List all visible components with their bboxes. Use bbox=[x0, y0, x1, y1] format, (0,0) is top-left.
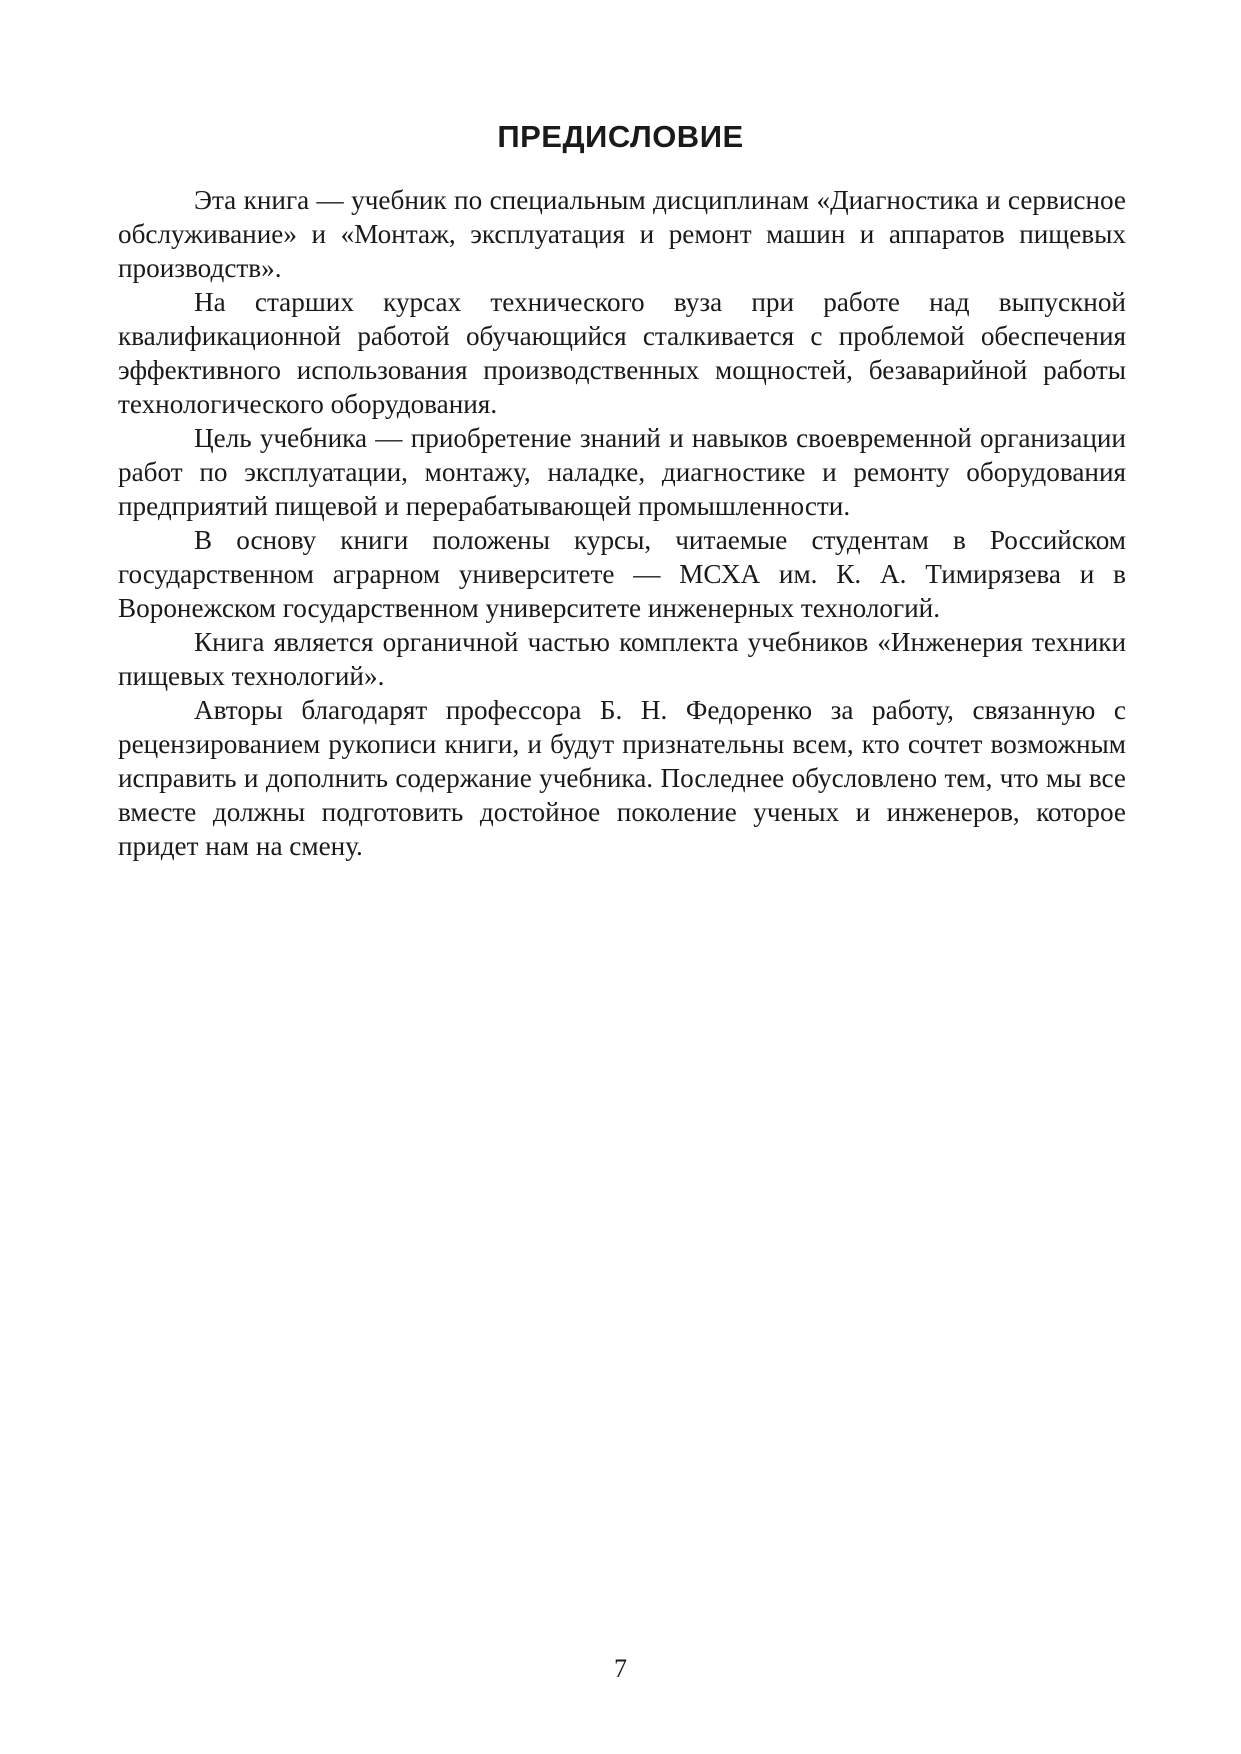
paragraph-1: Эта книга — учебник по специальным дисциплинам «Диагностика и сервисное обслуживание» и «Монтаж, эксплуатация и ремонт машин и аппаратов пищевых производств». bbox=[118, 185, 1126, 283]
paragraph-6: Авторы благодарят профессора Б. Н. Федоренко за работу, связанную с рецензированием рукописи книги, и будут признательны всем, кто сочтет возможным исправить и дополнить содержание учебника. Последнее обусловлено тем, что мы все вместе должны подготовить достойное поколение ученых и инженеров, которое придет нам на смену. bbox=[118, 695, 1126, 861]
page-title: ПРЕДИСЛОВИЕ bbox=[497, 119, 744, 154]
preface-body bbox=[118, 183, 1126, 863]
paragraph-2: На старших курсах технического вуза при работе над выпускной квалификационной работой обучающийся сталкивается с проблемой обеспечения эффективного использования производственных мощностей, безаварийной работы технологического оборудования. bbox=[118, 287, 1126, 419]
page-number: 7 bbox=[614, 1654, 627, 1683]
paragraph-4: В основу книги положены курсы, читаемые студентам в Российском государственном аграрном университете — МСХА им. К. А. Тимирязева и в Воронежском государственном университете инженерных технологий. bbox=[118, 525, 1126, 623]
paragraph-5: Книга является органичной частью комплекта учебников «Инженерия техники пищевых технологий». bbox=[118, 627, 1126, 691]
paragraph-3: Цель учебника — приобретение знаний и навыков своевременной организации работ по эксплуатации, монтажу, наладке, диагностике и ремонту оборудования предприятий пищевой и перерабатывающей промышленности. bbox=[118, 423, 1126, 521]
